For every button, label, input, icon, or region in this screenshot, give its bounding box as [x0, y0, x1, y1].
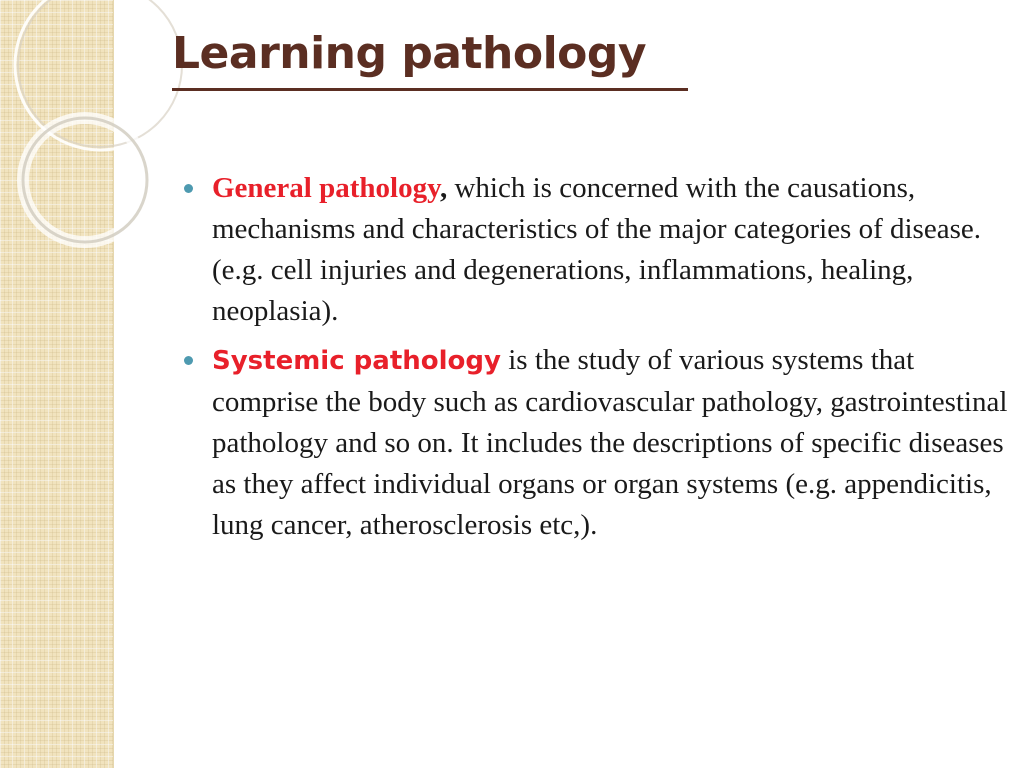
page-title: Learning pathology: [172, 28, 647, 79]
bullet-body: which is concerned with the causations, mechanisms and characteristics of the major categories of disease. (e.g. cell injuries and degenerations, inflammations, healing, neoplasia).: [212, 172, 981, 327]
bullet-dot-icon: [184, 184, 193, 193]
bullet-text: [212, 168, 1008, 332]
bullet-item: [178, 168, 1008, 332]
bullet-text: [212, 340, 1008, 546]
bullet-body: is the study of various systems that comprise the body such as cardiovascular pathology, gastrointestinal pathology and so on. It includes the descriptions of specific diseases as they affect individual organs or organ systems (e.g. appendicitis, lung cancer, atherosclerosis etc,).: [212, 344, 1008, 541]
term-comma: ,: [439, 172, 448, 204]
title-area: [172, 30, 646, 78]
bullet-item: [178, 340, 1008, 546]
bullet-term: Systemic pathology: [212, 346, 501, 376]
decorative-rings: [0, 0, 200, 300]
title-underline: [172, 88, 688, 91]
bullet-dot-icon: [184, 356, 193, 365]
bullet-list: [178, 168, 1008, 554]
bullet-term: General pathology: [212, 172, 440, 204]
